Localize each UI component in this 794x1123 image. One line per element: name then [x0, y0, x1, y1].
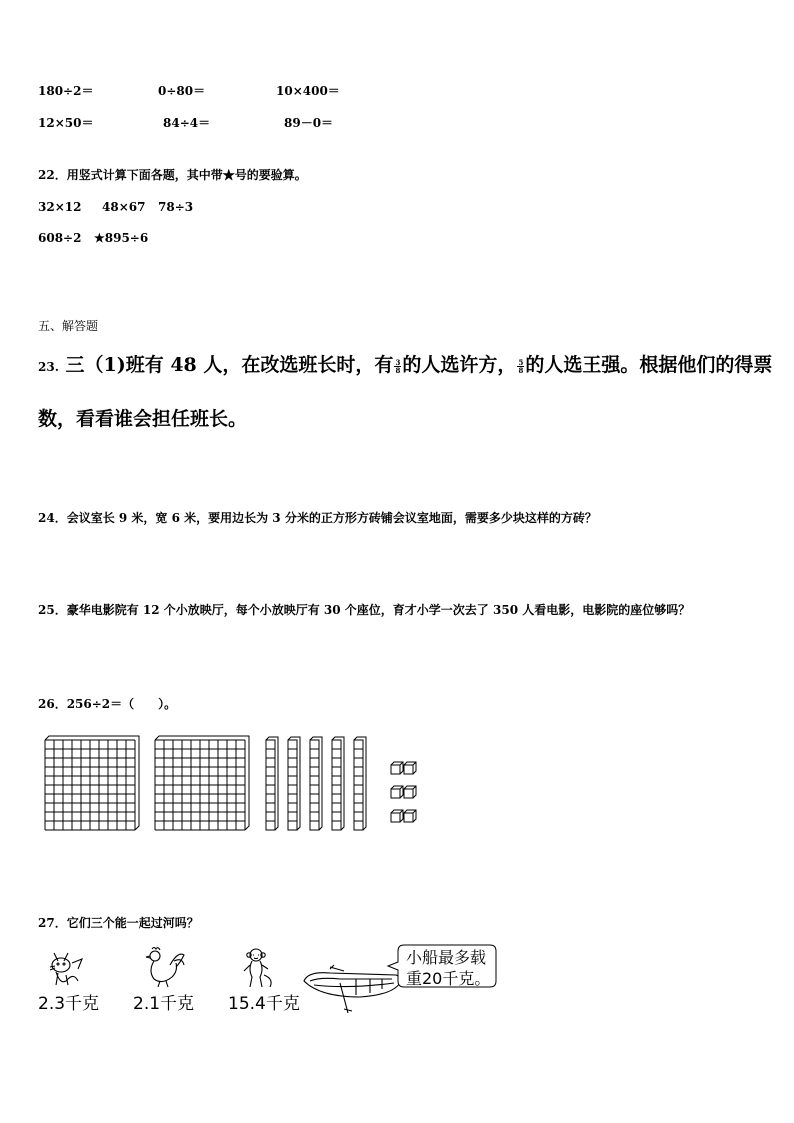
q22-item: 48×67 — [102, 200, 146, 214]
section-title: 五、解答题 — [38, 319, 99, 333]
oral-item: 89－0＝ — [284, 116, 334, 130]
q22-prompt: 22．用竖式计算下面各题，其中带★号的要验算。 — [38, 168, 307, 182]
oral-item: 10×400＝ — [276, 84, 340, 98]
one-cube — [391, 810, 403, 822]
speech-line-1: 小船最多载 — [406, 948, 487, 967]
monkey-icon — [240, 945, 280, 989]
hundred-flat — [45, 736, 139, 830]
cat-weight: 2.3千克 — [38, 994, 100, 1014]
q23-part2: 的人选许方， — [402, 354, 517, 376]
hundreds-flats — [45, 736, 249, 830]
q25-text: 25．豪华电影院有 12 个小放映厅，每个小放映厅有 30 个座位，育才小学一次去了 350 人看电影，电影院的座位够吗？ — [38, 603, 691, 617]
q23-fraction-1: $\frac{3}{8}$ — [395, 357, 401, 375]
ten-rod — [266, 737, 278, 830]
speech-line-2: 重20千克。 — [406, 969, 491, 988]
monkey-weight: 15.4千克 — [228, 994, 300, 1014]
ten-rod — [288, 737, 300, 830]
q22-item-starred: ★895÷6 — [94, 231, 149, 245]
q24-text: 24．会议室长 9 米，宽 6 米，要用边长为 3 分米的正方形方砖铺会议室地面，需要多少块这样的方砖？ — [38, 511, 597, 525]
one-cube — [391, 786, 403, 798]
q22-item: 608÷2 — [38, 231, 82, 245]
rooster-weight: 2.1千克 — [133, 994, 195, 1014]
q23-line2: 数，看看谁会担任班长。 — [38, 408, 248, 430]
q22-item: 32×12 — [38, 200, 82, 214]
q23-part3: 的人选王强。根据他们的得票 — [525, 354, 773, 376]
base-ten-blocks-figure — [0, 730, 794, 870]
oral-item: 84÷4＝ — [163, 116, 211, 130]
q27-text: 27．它们三个能一起过河吗？ — [38, 916, 199, 930]
ten-rod — [332, 737, 344, 830]
q23-part1: 三（1)班有 48 人，在改选班长时，有 — [65, 354, 394, 376]
hundred-flat — [155, 736, 249, 830]
one-cube — [404, 762, 416, 774]
tens-rods — [266, 737, 366, 830]
oral-item: 180÷2＝ — [38, 84, 94, 98]
q23-number: 23. — [38, 360, 59, 374]
oral-item: 0÷80＝ — [158, 84, 206, 98]
q23-fraction-2: $\frac{5}{8}$ — [518, 357, 524, 375]
cat-icon — [44, 945, 88, 989]
ten-rod — [310, 737, 322, 830]
q23-line1 — [38, 356, 772, 375]
one-cube — [391, 762, 403, 774]
ones-cubes — [391, 762, 416, 822]
rooster-icon — [140, 945, 186, 989]
one-cube — [404, 786, 416, 798]
q22-item: 78÷3 — [158, 200, 194, 214]
oral-item: 12×50＝ — [38, 116, 94, 130]
q26-text: 26．256÷2＝（ ）。 — [38, 697, 177, 711]
ten-rod — [354, 737, 366, 830]
one-cube — [404, 810, 416, 822]
